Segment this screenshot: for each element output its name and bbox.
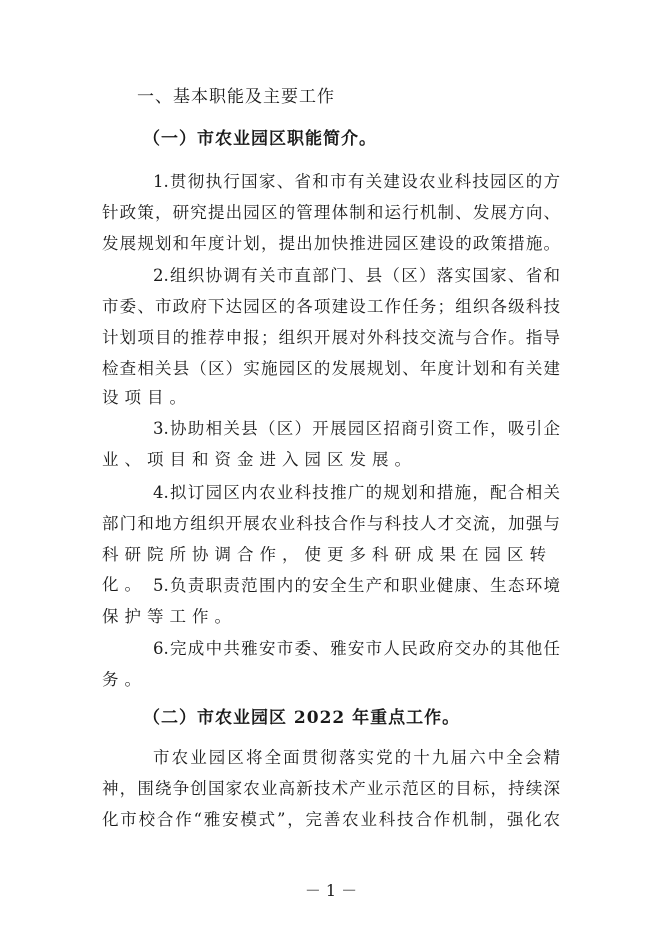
item-2-line: 2.组织协调有关市直部门、县（区）落实国家、省和 [153, 266, 560, 285]
item-4-line: 科研院所协调合作，使更多科研成果在园区转化。 [102, 545, 552, 594]
item-2-line: 计划项目的推荐申报；组织开展对外科技交流与合作。指导 [102, 328, 560, 347]
item-4-line: 4.拟订园区内农业科技推广的规划和措施，配合相关 [153, 483, 560, 502]
paragraph-line: 化市校合作“雅安模式”，完善农业科技合作机制，强化农 [102, 810, 560, 829]
item-2-line: 设项目。 [102, 388, 192, 407]
item-6-line: 务。 [102, 670, 147, 689]
item-2-line: 市委、市政府下达园区的各项建设工作任务；组织各级科技 [102, 297, 560, 316]
item-1-line: 发展规划和年度计划，提出加快推进园区建设的政策措施。 [102, 234, 560, 253]
item-3-line: 业、项目和资金进入园区发展。 [102, 450, 417, 469]
item-3-line: 3.协助相关县（区）开展园区招商引资工作，吸引企 [153, 419, 560, 438]
section-heading: 一、基本职能及主要工作 [137, 87, 335, 107]
item-1-line: 针政策，研究提出园区的管理体制和运行机制、发展方向、 [102, 203, 560, 222]
item-4-line: 部门和地方组织开展农业科技合作与科技人才交流，加强与 [102, 514, 560, 533]
paragraph-line: 神，围绕争创国家农业高新技术产业示范区的目标，持续深 [102, 779, 560, 798]
item-2-line: 检查相关县（区）实施园区的发展规划、年度计划和有关建 [102, 359, 560, 378]
subsection-title-2: （二）市农业园区 2022 年重点工作。 [143, 708, 461, 728]
page-number: － 1 － [304, 881, 358, 900]
paragraph-line: 市农业园区将全面贯彻落实党的十九届六中全会精 [153, 748, 560, 767]
subsection-title-1: （一）市农业园区职能简介。 [143, 129, 377, 149]
item-5-line: 保护等工作。 [102, 607, 237, 626]
item-5-line: 5.负责职责范围内的安全生产和职业健康、生态环境 [153, 576, 560, 595]
item-6-line: 6.完成中共雅安市委、雅安市人民政府交办的其他任 [153, 639, 560, 658]
item-1-line: 1.贯彻执行国家、省和市有关建设农业科技园区的方 [153, 172, 560, 191]
